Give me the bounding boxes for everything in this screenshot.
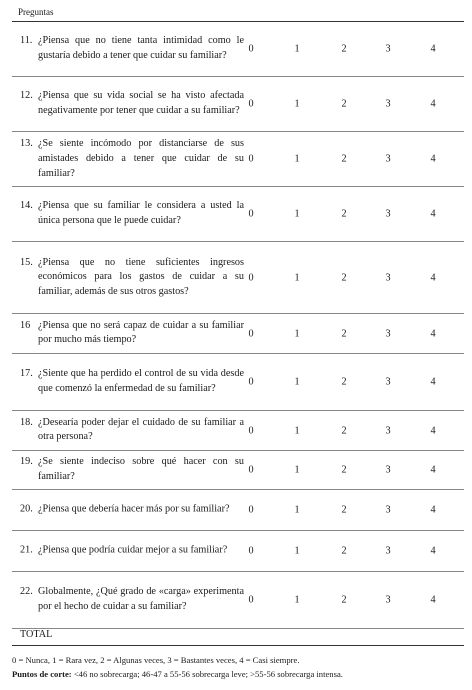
question-text: ¿Piensa que no tiene tanta intimidad como le gustaría debido a tener que cuidar su familiar? bbox=[38, 35, 244, 61]
table-row bbox=[12, 22, 464, 77]
question-text: ¿Piensa que su familiar le considera a usted la única persona que le puede cuidar? bbox=[38, 200, 244, 226]
option-1: 1 bbox=[294, 98, 300, 110]
question bbox=[20, 319, 244, 349]
option-4: 4 bbox=[430, 504, 436, 516]
option-4: 4 bbox=[430, 208, 436, 220]
option-0: 0 bbox=[248, 376, 254, 388]
option-0: 0 bbox=[248, 208, 254, 220]
table-row bbox=[12, 411, 464, 451]
table-row bbox=[12, 314, 464, 354]
option-4: 4 bbox=[430, 43, 436, 55]
question-text: ¿Desearía poder dejar el cuidado de su familiar a otra persona? bbox=[38, 416, 244, 443]
table-header bbox=[12, 4, 464, 22]
questions-table bbox=[12, 22, 464, 629]
option-4: 4 bbox=[430, 376, 436, 388]
option-1: 1 bbox=[294, 504, 300, 516]
question-number: 17. bbox=[20, 368, 33, 380]
option-3: 3 bbox=[385, 425, 391, 436]
table-row bbox=[12, 187, 464, 242]
question-number: 19. bbox=[20, 456, 33, 468]
option-4: 4 bbox=[430, 594, 436, 606]
option-4: 4 bbox=[430, 328, 436, 339]
option-2: 2 bbox=[341, 98, 347, 110]
question bbox=[20, 137, 244, 181]
question-number: 16 bbox=[20, 319, 31, 331]
question-text: Globalmente, ¿Qué grado de «carga» experimenta por el hecho de cuidar a su familiar? bbox=[38, 586, 244, 612]
question bbox=[20, 199, 244, 229]
option-2: 2 bbox=[341, 208, 347, 220]
question bbox=[20, 585, 244, 615]
option-0: 0 bbox=[248, 464, 254, 476]
total-row bbox=[12, 625, 464, 646]
table-row bbox=[12, 451, 464, 490]
total-label: TOTAL bbox=[20, 629, 53, 640]
option-1: 1 bbox=[294, 328, 300, 339]
option-1: 1 bbox=[294, 272, 300, 283]
option-0: 0 bbox=[248, 545, 254, 557]
question-text: ¿Siente que ha perdido el control de su vida desde que comenzó la enfermedad de su familiar? bbox=[38, 368, 244, 394]
option-2: 2 bbox=[341, 43, 347, 55]
option-4: 4 bbox=[430, 98, 436, 110]
table-row bbox=[12, 572, 464, 629]
table-row bbox=[12, 490, 464, 531]
question-number: 22. bbox=[20, 586, 33, 598]
option-0: 0 bbox=[248, 425, 254, 436]
cutoff-legend bbox=[12, 667, 472, 681]
question bbox=[20, 544, 244, 559]
option-2: 2 bbox=[341, 376, 347, 388]
option-1: 1 bbox=[294, 464, 300, 476]
option-1: 1 bbox=[294, 153, 300, 165]
option-1: 1 bbox=[294, 425, 300, 436]
option-4: 4 bbox=[430, 272, 436, 283]
question-number: 15. bbox=[20, 256, 33, 268]
option-3: 3 bbox=[385, 328, 391, 339]
option-1: 1 bbox=[294, 545, 300, 557]
cutoff-label: Puntos de corte: bbox=[12, 669, 72, 679]
option-0: 0 bbox=[248, 272, 254, 283]
option-0: 0 bbox=[248, 153, 254, 165]
question-number: 13. bbox=[20, 137, 33, 149]
question bbox=[20, 503, 244, 518]
question bbox=[20, 255, 244, 299]
question-text: ¿Piensa que debería hacer más por su familiar? bbox=[38, 503, 230, 515]
question-text: ¿Piensa que no será capaz de cuidar a su familiar por mucho más tiempo? bbox=[38, 319, 244, 346]
option-1: 1 bbox=[294, 43, 300, 55]
table-row bbox=[12, 132, 464, 187]
option-2: 2 bbox=[341, 504, 347, 516]
question-text: ¿Piensa que no tiene suficientes ingresos económicos para los gastos de cuidar a su familiar, además de sus otros gastos? bbox=[38, 256, 244, 297]
option-0: 0 bbox=[248, 328, 254, 339]
table-row bbox=[12, 354, 464, 411]
option-3: 3 bbox=[385, 272, 391, 283]
question bbox=[20, 89, 244, 119]
option-3: 3 bbox=[385, 545, 391, 557]
option-4: 4 bbox=[430, 425, 436, 436]
header-label: Preguntas bbox=[18, 7, 54, 17]
question bbox=[20, 34, 244, 64]
question-number: 12. bbox=[20, 90, 33, 102]
option-3: 3 bbox=[385, 594, 391, 606]
option-1: 1 bbox=[294, 594, 300, 606]
option-0: 0 bbox=[248, 98, 254, 110]
option-2: 2 bbox=[341, 464, 347, 476]
question bbox=[20, 416, 244, 446]
scale-legend: 0 = Nunca, 1 = Rara vez, 2 = Algunas veces, 3 = Bastantes veces, 4 = Casi siempre. bbox=[12, 655, 300, 665]
option-0: 0 bbox=[248, 504, 254, 516]
table-row bbox=[12, 77, 464, 132]
cutoff-text: <46 no sobrecarga; 46-47 a 55-56 sobrecarga leve; >55-56 sobrecarga intensa. bbox=[71, 669, 343, 679]
option-0: 0 bbox=[248, 43, 254, 55]
question-number: 20. bbox=[20, 503, 33, 515]
option-3: 3 bbox=[385, 504, 391, 516]
question-text: ¿Piensa que su vida social se ha visto afectada negativamente por tener que cuidar a su familiar? bbox=[38, 90, 244, 116]
question bbox=[20, 455, 244, 485]
option-3: 3 bbox=[385, 464, 391, 476]
option-2: 2 bbox=[341, 153, 347, 165]
question bbox=[20, 367, 244, 397]
option-2: 2 bbox=[341, 328, 347, 339]
option-3: 3 bbox=[385, 376, 391, 388]
table-row bbox=[12, 531, 464, 572]
option-4: 4 bbox=[430, 545, 436, 557]
legend bbox=[12, 653, 472, 681]
option-2: 2 bbox=[341, 545, 347, 557]
question-number: 21. bbox=[20, 544, 33, 556]
option-1: 1 bbox=[294, 208, 300, 220]
question-number: 11. bbox=[20, 35, 33, 47]
option-2: 2 bbox=[341, 272, 347, 283]
question-text: ¿Se siente indeciso sobre qué hacer con su familiar? bbox=[38, 456, 244, 482]
option-2: 2 bbox=[341, 594, 347, 606]
table-row bbox=[12, 242, 464, 314]
option-4: 4 bbox=[430, 153, 436, 165]
option-3: 3 bbox=[385, 43, 391, 55]
question-text: ¿Se siente incómodo por distanciarse de sus amistades debido a tener que cuidar de su familiar? bbox=[38, 137, 244, 179]
option-3: 3 bbox=[385, 208, 391, 220]
question-number: 18. bbox=[20, 416, 33, 428]
question-text: ¿Piensa que podría cuidar mejor a su familiar? bbox=[38, 544, 228, 556]
question-number: 14. bbox=[20, 200, 33, 212]
option-4: 4 bbox=[430, 464, 436, 476]
option-2: 2 bbox=[341, 425, 347, 436]
option-1: 1 bbox=[294, 376, 300, 388]
option-0: 0 bbox=[248, 594, 254, 606]
option-3: 3 bbox=[385, 153, 391, 165]
option-3: 3 bbox=[385, 98, 391, 110]
